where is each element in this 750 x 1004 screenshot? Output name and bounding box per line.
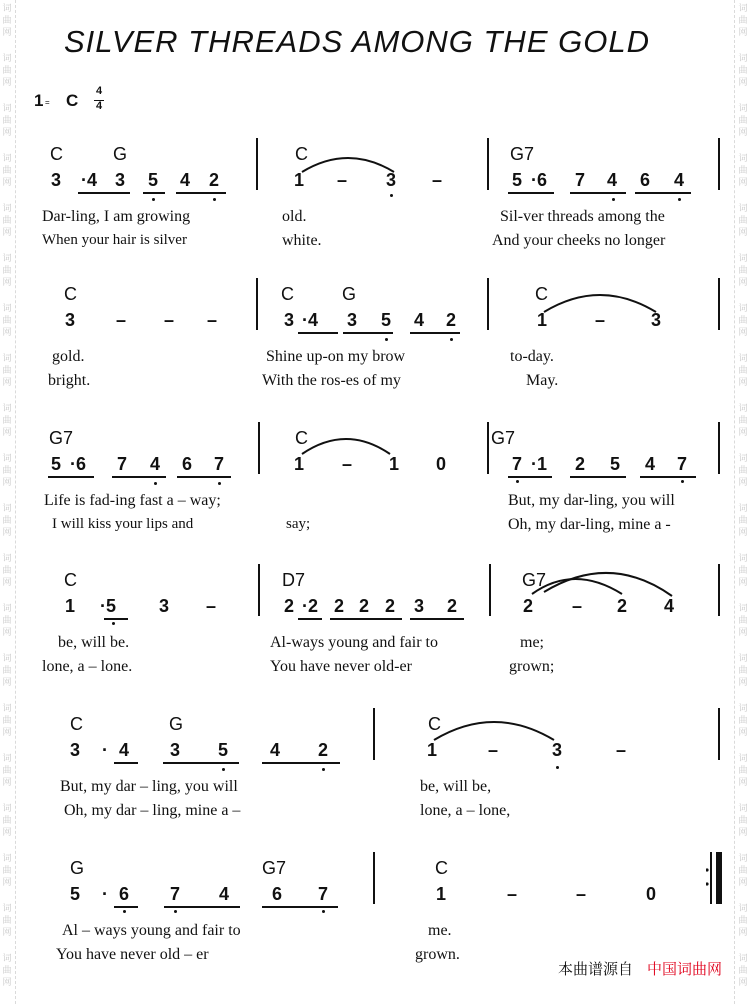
- watermark-glyph: 曲: [2, 66, 12, 76]
- watermark-glyph: 词: [738, 404, 748, 414]
- watermark-glyph: 曲: [2, 366, 12, 376]
- lyric-line-1: me.: [428, 922, 452, 939]
- lyric-line-2: May.: [526, 372, 559, 389]
- note: 2: [358, 596, 369, 616]
- note: 7: [169, 884, 180, 904]
- watermark-glyph: 曲: [738, 116, 748, 126]
- watermark-glyph: 网: [738, 78, 748, 88]
- lyric-line-2: With the ros-es of my: [262, 372, 401, 389]
- watermark-glyph: 词: [738, 354, 748, 364]
- note: –: [615, 740, 626, 760]
- note: 1: [426, 740, 437, 760]
- note: –: [575, 884, 586, 904]
- watermark-glyph: 曲: [2, 616, 12, 626]
- watermark-glyph: 曲: [738, 416, 748, 426]
- watermark-glyph: 词: [738, 254, 748, 264]
- note: 3: [413, 596, 424, 616]
- note: ·2: [301, 596, 318, 616]
- note: ·6: [69, 454, 86, 474]
- watermark-glyph: 词: [738, 654, 748, 664]
- watermark-glyph: 曲: [738, 966, 748, 976]
- watermark-glyph: 词: [2, 54, 12, 64]
- note: 3: [64, 310, 75, 330]
- watermark-glyph: 曲: [2, 816, 12, 826]
- watermark-glyph: 曲: [2, 516, 12, 526]
- watermark-glyph: 词: [2, 654, 12, 664]
- note: 2: [283, 596, 294, 616]
- note: ·1: [530, 454, 547, 474]
- chord-label: G7: [510, 144, 535, 164]
- watermark-glyph: 曲: [738, 466, 748, 476]
- watermark-glyph: 词: [2, 754, 12, 764]
- watermark-glyph: 词: [738, 54, 748, 64]
- watermark-glyph: 词: [738, 704, 748, 714]
- note: 1: [293, 454, 304, 474]
- note: –: [341, 454, 352, 474]
- lyric-line-1: be, will be.: [58, 634, 130, 651]
- note: 5: [609, 454, 620, 474]
- watermark-glyph: 网: [2, 428, 12, 438]
- watermark-glyph: 网: [738, 678, 748, 688]
- watermark-glyph: 词: [2, 404, 12, 414]
- watermark-glyph: 网: [738, 828, 748, 838]
- watermark-glyph: 词: [738, 104, 748, 114]
- lyric-line-1: Sil-ver threads among the: [500, 208, 665, 225]
- chord-label: C: [281, 284, 294, 304]
- watermark-glyph: 曲: [738, 166, 748, 176]
- watermark-glyph: 网: [738, 578, 748, 588]
- note: 6: [639, 170, 650, 190]
- note: 6: [181, 454, 192, 474]
- watermark-glyph: 词: [2, 4, 12, 14]
- lyric-line-1: Al-ways young and fair to: [270, 634, 438, 651]
- score-system-6: [0, 854, 750, 974]
- watermark-glyph: 曲: [738, 266, 748, 276]
- watermark-glyph: 词: [738, 204, 748, 214]
- watermark-glyph: 曲: [738, 16, 748, 26]
- note: 3: [385, 170, 396, 190]
- note: ·: [102, 740, 108, 760]
- lyric-line-1: But, my dar – ling, you will: [60, 778, 238, 795]
- lyric-line-1: But, my dar-ling, you will: [508, 492, 675, 509]
- note: 1: [388, 454, 399, 474]
- watermark-glyph: 曲: [738, 816, 748, 826]
- watermark-glyph: 网: [2, 678, 12, 688]
- lyric-line-1: Shine up-on my brow: [266, 348, 406, 365]
- lyric-line-2: You have never old – er: [56, 946, 209, 963]
- watermark-glyph: 曲: [738, 916, 748, 926]
- watermark-glyph: 曲: [2, 466, 12, 476]
- tie-arc: [542, 288, 662, 314]
- source-credit-site[interactable]: 中国词曲网: [646, 960, 722, 978]
- chord-label: G7: [491, 428, 516, 448]
- song-title: SILVER THREADS AMONG THE GOLD: [64, 24, 650, 59]
- watermark-glyph: 词: [2, 504, 12, 514]
- watermark-glyph: 网: [2, 628, 12, 638]
- watermark-glyph: 网: [738, 878, 748, 888]
- watermark-glyph: 网: [738, 978, 748, 988]
- watermark-glyph: 曲: [2, 866, 12, 876]
- note: 6: [271, 884, 282, 904]
- watermark-glyph: 曲: [2, 916, 12, 926]
- note: –: [431, 170, 442, 190]
- watermark-glyph: 网: [738, 178, 748, 188]
- watermark-glyph: 网: [2, 128, 12, 138]
- lyric-line-2: When your hair is silver: [42, 232, 187, 248]
- watermark-glyph: 网: [738, 28, 748, 38]
- watermark-glyph: 网: [2, 178, 12, 188]
- chord-label: D7: [282, 570, 306, 590]
- lyric-line-2: lone, a – lone,: [420, 802, 511, 819]
- score-system-3: [0, 424, 750, 544]
- note: 2: [317, 740, 328, 760]
- note: –: [594, 310, 605, 330]
- chord-label: C: [50, 144, 63, 164]
- watermark-glyph: 曲: [2, 966, 12, 976]
- watermark-glyph: 网: [2, 978, 12, 988]
- watermark-glyph: 曲: [2, 716, 12, 726]
- watermark-glyph: 词: [2, 804, 12, 814]
- source-credit-text: 本曲谱源自: [557, 960, 633, 978]
- note: 4: [118, 740, 129, 760]
- note: 3: [158, 596, 169, 616]
- watermark-glyph: 网: [738, 728, 748, 738]
- watermark-glyph: 曲: [2, 166, 12, 176]
- note: 3: [551, 740, 562, 760]
- note: 3: [283, 310, 294, 330]
- watermark-glyph: 曲: [738, 766, 748, 776]
- watermark-glyph: 曲: [2, 266, 12, 276]
- watermark-glyph: 词: [2, 704, 12, 714]
- tie-arc: [300, 150, 400, 174]
- chord-label: C: [64, 570, 77, 590]
- note: 4: [179, 170, 190, 190]
- watermark-glyph: 网: [2, 228, 12, 238]
- tie-arc: [530, 568, 680, 598]
- watermark-glyph: 词: [738, 754, 748, 764]
- note: 3: [69, 740, 80, 760]
- final-barline: [706, 852, 726, 908]
- watermark-glyph: 词: [738, 504, 748, 514]
- note: 0: [645, 884, 656, 904]
- source-credit: [558, 958, 722, 979]
- note: 3: [50, 170, 61, 190]
- note: 6: [118, 884, 129, 904]
- watermark-glyph: 网: [738, 278, 748, 288]
- note: 1: [64, 596, 75, 616]
- note: 4: [269, 740, 280, 760]
- note: 2: [445, 310, 456, 330]
- watermark-glyph: 词: [2, 954, 12, 964]
- note: ·: [102, 884, 108, 904]
- note: 7: [116, 454, 127, 474]
- note: ·4: [301, 310, 318, 330]
- lyric-line-2: lone, a – lone.: [42, 658, 133, 675]
- watermark-glyph: 曲: [2, 566, 12, 576]
- lyric-line-2: grown;: [509, 658, 555, 675]
- watermark-glyph: 曲: [738, 516, 748, 526]
- lyric-line-1: be, will be,: [420, 778, 492, 795]
- chord-label: G: [169, 714, 184, 734]
- note: 3: [650, 310, 661, 330]
- chord-label: G7: [262, 858, 287, 878]
- note: 2: [522, 596, 533, 616]
- watermark-glyph: 曲: [2, 216, 12, 226]
- watermark-glyph: 网: [738, 528, 748, 538]
- note: 7: [574, 170, 585, 190]
- chord-label: G: [113, 144, 128, 164]
- tie-arc: [432, 714, 562, 742]
- watermark-glyph: 曲: [738, 566, 748, 576]
- chord-label: C: [428, 714, 441, 734]
- note: 4: [644, 454, 655, 474]
- watermark-glyph: 词: [2, 904, 12, 914]
- watermark-glyph: 网: [2, 378, 12, 388]
- note: 2: [208, 170, 219, 190]
- note: –: [115, 310, 126, 330]
- note: 0: [435, 454, 446, 474]
- watermark-glyph: 词: [738, 954, 748, 964]
- note: 2: [446, 596, 457, 616]
- score-system-1: [0, 140, 750, 260]
- note: –: [487, 740, 498, 760]
- note: 7: [511, 454, 522, 474]
- lyric-line-2: And your cheeks no longer: [492, 232, 666, 249]
- chord-label: C: [435, 858, 448, 878]
- watermark-glyph: 网: [2, 828, 12, 838]
- note: 1: [536, 310, 547, 330]
- watermark-glyph: 词: [2, 304, 12, 314]
- lyric-line-1: Al – ways young and fair to: [62, 922, 241, 939]
- watermark-glyph: 词: [738, 604, 748, 614]
- chord-label: G7: [522, 570, 547, 590]
- watermark-glyph: 曲: [738, 316, 748, 326]
- watermark-glyph: 词: [738, 804, 748, 814]
- watermark-glyph: 曲: [738, 616, 748, 626]
- watermark-glyph: 网: [2, 878, 12, 888]
- watermark-glyph: 词: [2, 204, 12, 214]
- lyric-line-2: grown.: [415, 946, 460, 963]
- watermark-glyph: 网: [2, 328, 12, 338]
- watermark-glyph: 词: [738, 454, 748, 464]
- lyric-line-1: to-day.: [510, 348, 554, 365]
- watermark-glyph: 词: [2, 454, 12, 464]
- note: 7: [317, 884, 328, 904]
- time-signature-bottom: 4: [96, 100, 103, 112]
- note: ·5: [99, 596, 116, 616]
- note: 4: [413, 310, 424, 330]
- watermark-glyph: 词: [2, 254, 12, 264]
- note: –: [163, 310, 174, 330]
- watermark-glyph: 词: [2, 854, 12, 864]
- note: 5: [69, 884, 80, 904]
- note: –: [571, 596, 582, 616]
- chord-label: C: [535, 284, 548, 304]
- note: –: [205, 596, 216, 616]
- watermark-glyph: 曲: [738, 66, 748, 76]
- watermark-glyph: 网: [738, 378, 748, 388]
- chord-label: C: [70, 714, 83, 734]
- watermark-glyph: 词: [738, 4, 748, 14]
- watermark-glyph: 网: [738, 628, 748, 638]
- note: 5: [511, 170, 522, 190]
- note: 3: [114, 170, 125, 190]
- watermark-glyph: 曲: [738, 216, 748, 226]
- watermark-glyph: 词: [738, 554, 748, 564]
- watermark-glyph: 词: [738, 154, 748, 164]
- note: 1: [435, 884, 446, 904]
- chord-label: C: [295, 144, 308, 164]
- note: 1: [293, 170, 304, 190]
- tie-arc: [300, 432, 396, 456]
- note: 7: [213, 454, 224, 474]
- watermark-glyph: 曲: [738, 866, 748, 876]
- lyric-line-2: white.: [282, 232, 322, 249]
- note: 4: [673, 170, 684, 190]
- watermark-glyph: 网: [738, 928, 748, 938]
- watermark-glyph: 网: [2, 478, 12, 488]
- note: 7: [676, 454, 687, 474]
- watermark-glyph: 网: [738, 778, 748, 788]
- lyric-line-1: me;: [520, 634, 544, 651]
- watermark-glyph: 网: [2, 578, 12, 588]
- note: 2: [616, 596, 627, 616]
- watermark-glyph: 网: [2, 28, 12, 38]
- lyric-line-2: You have never old-er: [270, 658, 412, 675]
- lyric-line-1: old.: [282, 208, 307, 225]
- watermark-glyph: 词: [2, 104, 12, 114]
- time-signature-top: 4: [96, 85, 103, 97]
- watermark-glyph: 曲: [738, 716, 748, 726]
- note: ·4: [80, 170, 97, 190]
- watermark-glyph: 词: [2, 354, 12, 364]
- chord-label: G: [70, 858, 85, 878]
- watermark-glyph: 网: [2, 928, 12, 938]
- note: ·6: [530, 170, 547, 190]
- watermark-glyph: 词: [2, 604, 12, 614]
- watermark-glyph: 词: [2, 154, 12, 164]
- watermark-glyph: 网: [2, 728, 12, 738]
- watermark-glyph: 网: [2, 528, 12, 538]
- note: 2: [574, 454, 585, 474]
- watermark-glyph: 网: [2, 78, 12, 88]
- note: –: [336, 170, 347, 190]
- watermark-glyph: 网: [738, 328, 748, 338]
- chord-label: C: [295, 428, 308, 448]
- watermark-glyph: 网: [738, 428, 748, 438]
- lyric-line-2: Oh, my dar – ling, mine a –: [64, 802, 241, 819]
- key-degree: 1: [34, 91, 44, 110]
- watermark-glyph: 词: [738, 904, 748, 914]
- note: 5: [147, 170, 158, 190]
- note: 4: [663, 596, 674, 616]
- watermark-glyph: 曲: [2, 116, 12, 126]
- lyric-line-2: bright.: [48, 372, 91, 389]
- key-equals: =: [45, 98, 50, 107]
- note: 5: [50, 454, 61, 474]
- watermark-glyph: 曲: [2, 766, 12, 776]
- note: 2: [333, 596, 344, 616]
- note: 5: [380, 310, 391, 330]
- watermark-glyph: 网: [2, 778, 12, 788]
- chord-label: G7: [49, 428, 74, 448]
- watermark-glyph: 网: [2, 278, 12, 288]
- lyric-line-2: Oh, my dar-ling, mine a -: [508, 516, 671, 533]
- note: 3: [169, 740, 180, 760]
- lyric-line-2: I will kiss your lips and: [52, 516, 194, 532]
- chord-label: C: [64, 284, 77, 304]
- watermark-glyph: 曲: [2, 16, 12, 26]
- lyric-line-1: gold.: [52, 348, 85, 365]
- note: –: [506, 884, 517, 904]
- key-name: C: [66, 91, 79, 110]
- note: 2: [384, 596, 395, 616]
- note: –: [206, 310, 217, 330]
- lyric-line-1: Dar-ling, I am growing: [42, 208, 191, 225]
- score-system-2: [0, 280, 750, 400]
- watermark-glyph: 曲: [2, 416, 12, 426]
- note: 3: [346, 310, 357, 330]
- watermark-glyph: 词: [2, 554, 12, 564]
- note: 4: [149, 454, 160, 474]
- watermark-glyph: 曲: [2, 316, 12, 326]
- chord-label: G: [342, 284, 357, 304]
- score-system-5: [0, 710, 750, 830]
- lyric-line-2: say;: [286, 516, 311, 532]
- watermark-glyph: 网: [738, 478, 748, 488]
- watermark-glyph: 网: [738, 128, 748, 138]
- watermark-glyph: 曲: [738, 366, 748, 376]
- score-system-4: [0, 566, 750, 686]
- watermark-glyph: 词: [738, 854, 748, 864]
- watermark-glyph: 曲: [738, 666, 748, 676]
- note: 4: [218, 884, 229, 904]
- note: 4: [606, 170, 617, 190]
- watermark-glyph: 网: [738, 228, 748, 238]
- note: 5: [217, 740, 228, 760]
- watermark-glyph: 曲: [2, 666, 12, 676]
- lyric-line-1: Life is fad-ing fast a – way;: [44, 492, 221, 509]
- watermark-glyph: 词: [738, 304, 748, 314]
